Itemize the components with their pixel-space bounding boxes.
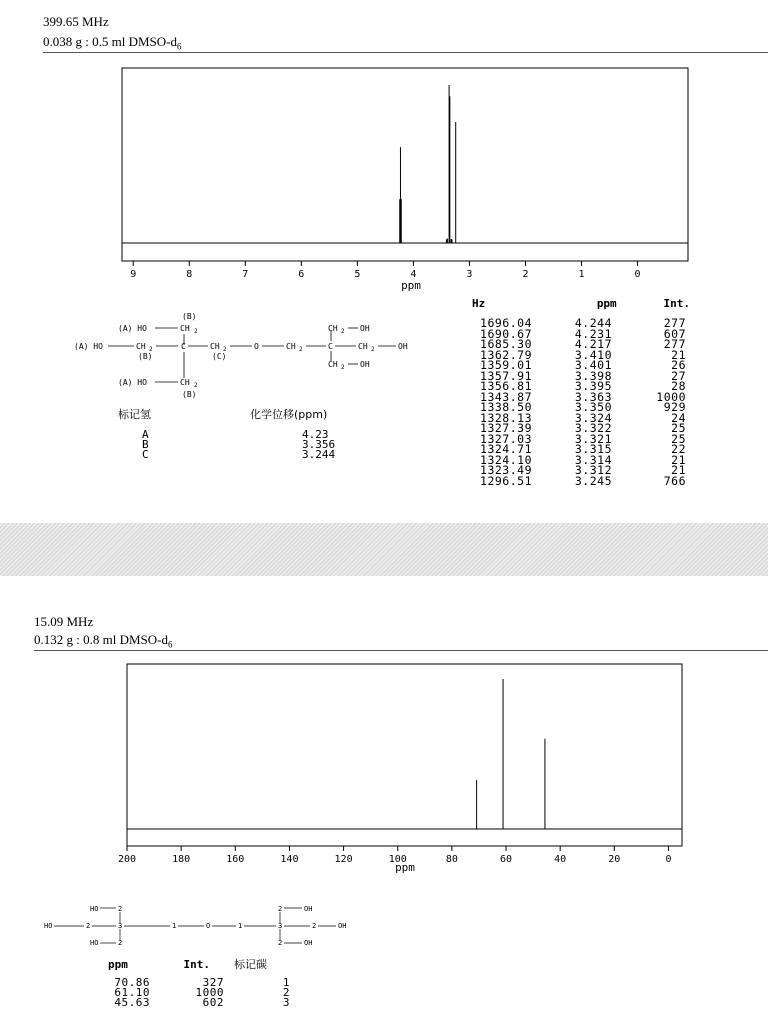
struct-c-label: 2 (118, 939, 123, 947)
struct-c-label: 2 (312, 922, 317, 930)
table-cell: 3.321 (574, 431, 612, 446)
c13-spectrum-chart (0, 640, 768, 880)
h1-peaks (400, 85, 456, 243)
struct-h-label: 2 (299, 346, 303, 353)
assignment-shift: 4.23 (302, 428, 329, 441)
axis-tick-label: 0 (634, 269, 641, 280)
axis-tick-label: 200 (117, 854, 137, 865)
struct-h-label: 2 (194, 328, 198, 335)
table-cell: 1328.13 (480, 410, 532, 425)
table-row (450, 473, 690, 488)
table-cell: 24 (671, 410, 686, 425)
h1-col-ppm: ppm (596, 297, 617, 310)
table-cell: 1327.39 (480, 421, 532, 435)
h1-sample-subscript: 6 (176, 41, 182, 52)
table-cell: 277 (663, 337, 686, 351)
table-cell: 3.315 (574, 442, 612, 456)
axis-tick-label: 4 (410, 269, 417, 280)
axis-tick-label: 180 (172, 854, 191, 865)
h1-x-axis-label: ppm (401, 279, 421, 292)
h1-col-hz: Hz (472, 297, 486, 310)
struct-h-label: CH (328, 324, 338, 333)
table-cell: 3.350 (574, 400, 612, 414)
c13-x-axis-label: ppm (395, 861, 415, 874)
table-cell: 1 (282, 976, 290, 989)
axis-tick-label: 8 (186, 269, 193, 280)
table-cell: 929 (663, 400, 686, 414)
table-cell: 27 (671, 368, 686, 383)
table-cell: 277 (663, 316, 686, 330)
axis-tick-label: 60 (500, 854, 513, 865)
h1-col-int: Int. (663, 297, 690, 310)
struct-h-label: (B) (138, 352, 153, 361)
table-cell: 70.86 (114, 976, 150, 989)
struct-c-label: 2 (278, 939, 283, 947)
c13-peak-table-body (104, 978, 304, 1008)
axis-tick-label: 80 (445, 854, 458, 865)
table-cell: 4.244 (574, 316, 612, 330)
struct-h-label: 2 (371, 346, 375, 353)
table-row (104, 998, 304, 1008)
table-cell: 3.410 (574, 347, 612, 362)
c13-frequency: 15.09 MHz (34, 614, 94, 629)
table-cell: 1357.91 (480, 368, 532, 383)
h1-spectrum-chart (0, 0, 768, 300)
struct-h-label: CH (180, 324, 190, 333)
h1-frequency: 399.65 MHz (43, 14, 109, 29)
c13-plot-frame (127, 664, 682, 846)
h1-peak-table-header (450, 297, 690, 310)
table-cell: 2 (282, 986, 290, 999)
struct-c-label: OH (338, 922, 347, 930)
struct-c-label: OH (304, 905, 313, 913)
struct-c-label: 3 (118, 922, 123, 930)
assignment-shift: 3.244 (302, 448, 336, 461)
h1-sample-text: 0.038 g : 0.5 ml DMSO-d (43, 34, 177, 49)
struct-h-label: CH (210, 342, 220, 351)
axis-tick-label: 5 (354, 269, 361, 280)
struct-c-label: 2 (86, 922, 91, 930)
table-cell: 21 (671, 347, 686, 362)
struct-c-label: 2 (278, 905, 283, 913)
table-cell: 3.324 (574, 410, 612, 425)
axis-tick-label: 100 (388, 854, 407, 865)
c13-sample-subscript: 6 (167, 639, 173, 650)
c13-sample-text: 0.132 g : 0.8 ml DMSO-d (34, 632, 168, 647)
table-cell: 327 (202, 976, 224, 989)
struct-h-label: 2 (194, 382, 198, 389)
struct-h-label: OH (360, 324, 370, 333)
table-cell: 3.398 (574, 368, 612, 383)
table-cell: 4.231 (574, 326, 612, 341)
struct-h-label: CH (180, 378, 190, 387)
table-cell: 3.322 (574, 421, 612, 435)
assignment-shift: 3.356 (302, 438, 336, 451)
struct-h-label: 2 (341, 328, 345, 335)
struct-c-label: 1 (172, 922, 177, 930)
table-cell: 4.217 (574, 337, 612, 351)
table-cell: 28 (671, 379, 686, 393)
table-cell: 1362.79 (480, 347, 532, 362)
struct-c-label: HO (90, 939, 99, 947)
c13-col-int: Int. (183, 958, 210, 971)
struct-h-label: CH (328, 360, 338, 369)
struct-h-label: 2 (223, 346, 227, 353)
h1-peak-table-body (450, 318, 690, 486)
c13-peak-table-header (104, 956, 304, 972)
h1-assign-col-label: 标记氢 (118, 408, 151, 421)
table-cell: 3.312 (574, 463, 612, 477)
struct-h-label: C (181, 342, 186, 351)
table-cell: 1359.01 (480, 358, 532, 372)
struct-h-label: (C) (212, 352, 227, 361)
table-cell: 25 (671, 431, 686, 446)
table-cell: 1000 (656, 389, 686, 404)
axis-tick-label: 1 (578, 269, 585, 280)
struct-h-label: CH (358, 342, 368, 351)
table-cell: 26 (671, 358, 686, 372)
struct-h-label: 2 (149, 346, 153, 353)
axis-tick-label: 40 (554, 854, 567, 865)
axis-tick-label: 20 (608, 854, 621, 865)
table-cell: 45.63 (114, 996, 150, 1009)
struct-h-label: (B) (182, 390, 197, 399)
h1-peak-table (450, 297, 690, 486)
assignment-label: A (142, 428, 149, 441)
struct-c-label: OH (304, 939, 313, 947)
table-cell: 1338.50 (480, 400, 532, 414)
table-cell: 1690.67 (480, 326, 532, 341)
axis-tick-label: 2 (522, 269, 529, 280)
axis-tick-label: 7 (242, 269, 249, 280)
struct-h-label: CH (136, 342, 146, 351)
struct-h-label: OH (360, 360, 370, 369)
table-cell: 21 (671, 463, 686, 477)
section-divider (0, 523, 768, 576)
struct-c-label: 3 (278, 922, 283, 930)
struct-h-label: CH (286, 342, 296, 351)
struct-h-label: OH (398, 342, 408, 351)
axis-tick-label: 0 (665, 854, 672, 865)
h1-assignment-block (118, 406, 368, 460)
table-cell: 3.245 (574, 473, 612, 488)
h1-structure-diagram (60, 310, 420, 405)
table-cell: 3.401 (574, 358, 612, 372)
struct-c-label: 1 (238, 922, 243, 930)
table-cell: 3.363 (574, 389, 612, 404)
struct-c-label: HO (90, 905, 99, 913)
table-cell: 3.314 (574, 452, 612, 467)
struct-h-label: O (254, 342, 259, 351)
table-cell: 607 (663, 326, 686, 341)
axis-tick-label: 120 (334, 854, 353, 865)
assignment-label: C (142, 448, 149, 461)
table-cell: 1327.03 (480, 431, 532, 446)
struct-h-label: C (328, 342, 333, 351)
struct-h-label: (B) (182, 312, 197, 321)
assignment-label: B (142, 438, 149, 451)
axis-tick-label: 140 (280, 854, 299, 865)
assignment-row (118, 450, 368, 460)
table-cell: 1343.87 (480, 389, 532, 404)
axis-tick-label: 9 (130, 269, 137, 280)
table-cell: 1324.10 (480, 452, 532, 467)
table-cell: 25 (671, 421, 686, 435)
table-cell: 21 (671, 452, 686, 467)
table-cell: 1324.71 (480, 442, 532, 456)
h1-plot-frame (122, 68, 688, 261)
table-cell: 1696.04 (480, 316, 532, 330)
c13-structure-diagram (40, 898, 380, 953)
table-cell: 1356.81 (480, 379, 532, 393)
table-cell: 602 (202, 996, 224, 1009)
table-cell: 766 (663, 473, 686, 488)
h1-assign-col-shift: 化学位移(ppm) (250, 408, 328, 421)
h1-assignment-body (118, 430, 368, 460)
c13-peaks (477, 679, 545, 829)
table-cell: 1296.51 (480, 473, 532, 488)
table-cell: 1685.30 (480, 337, 532, 351)
c13-col-ppm: ppm (108, 958, 128, 971)
struct-c-label: 2 (118, 905, 123, 913)
axis-tick-label: 6 (298, 269, 305, 280)
c13-peak-table (104, 956, 304, 1008)
table-cell: 22 (671, 442, 686, 456)
struct-c-label: HO (44, 922, 53, 930)
axis-tick-label: 160 (226, 854, 245, 865)
struct-h-label: (A) HO (118, 324, 147, 333)
table-cell: 1000 (195, 986, 224, 999)
struct-h-label: (A) HO (118, 378, 147, 387)
axis-tick-label: 3 (466, 269, 473, 280)
struct-c-label: O (206, 922, 211, 930)
table-cell: 3.395 (574, 379, 612, 393)
struct-h-label: 2 (341, 364, 345, 371)
h1-x-axis (122, 261, 688, 280)
table-cell: 1323.49 (480, 463, 532, 477)
struct-h-label: (A) HO (74, 342, 103, 351)
h1-assignment-header (118, 406, 368, 422)
c13-col-label: 标记碳 (234, 958, 267, 971)
table-cell: 61.10 (114, 986, 150, 999)
table-cell: 3 (282, 996, 290, 1009)
